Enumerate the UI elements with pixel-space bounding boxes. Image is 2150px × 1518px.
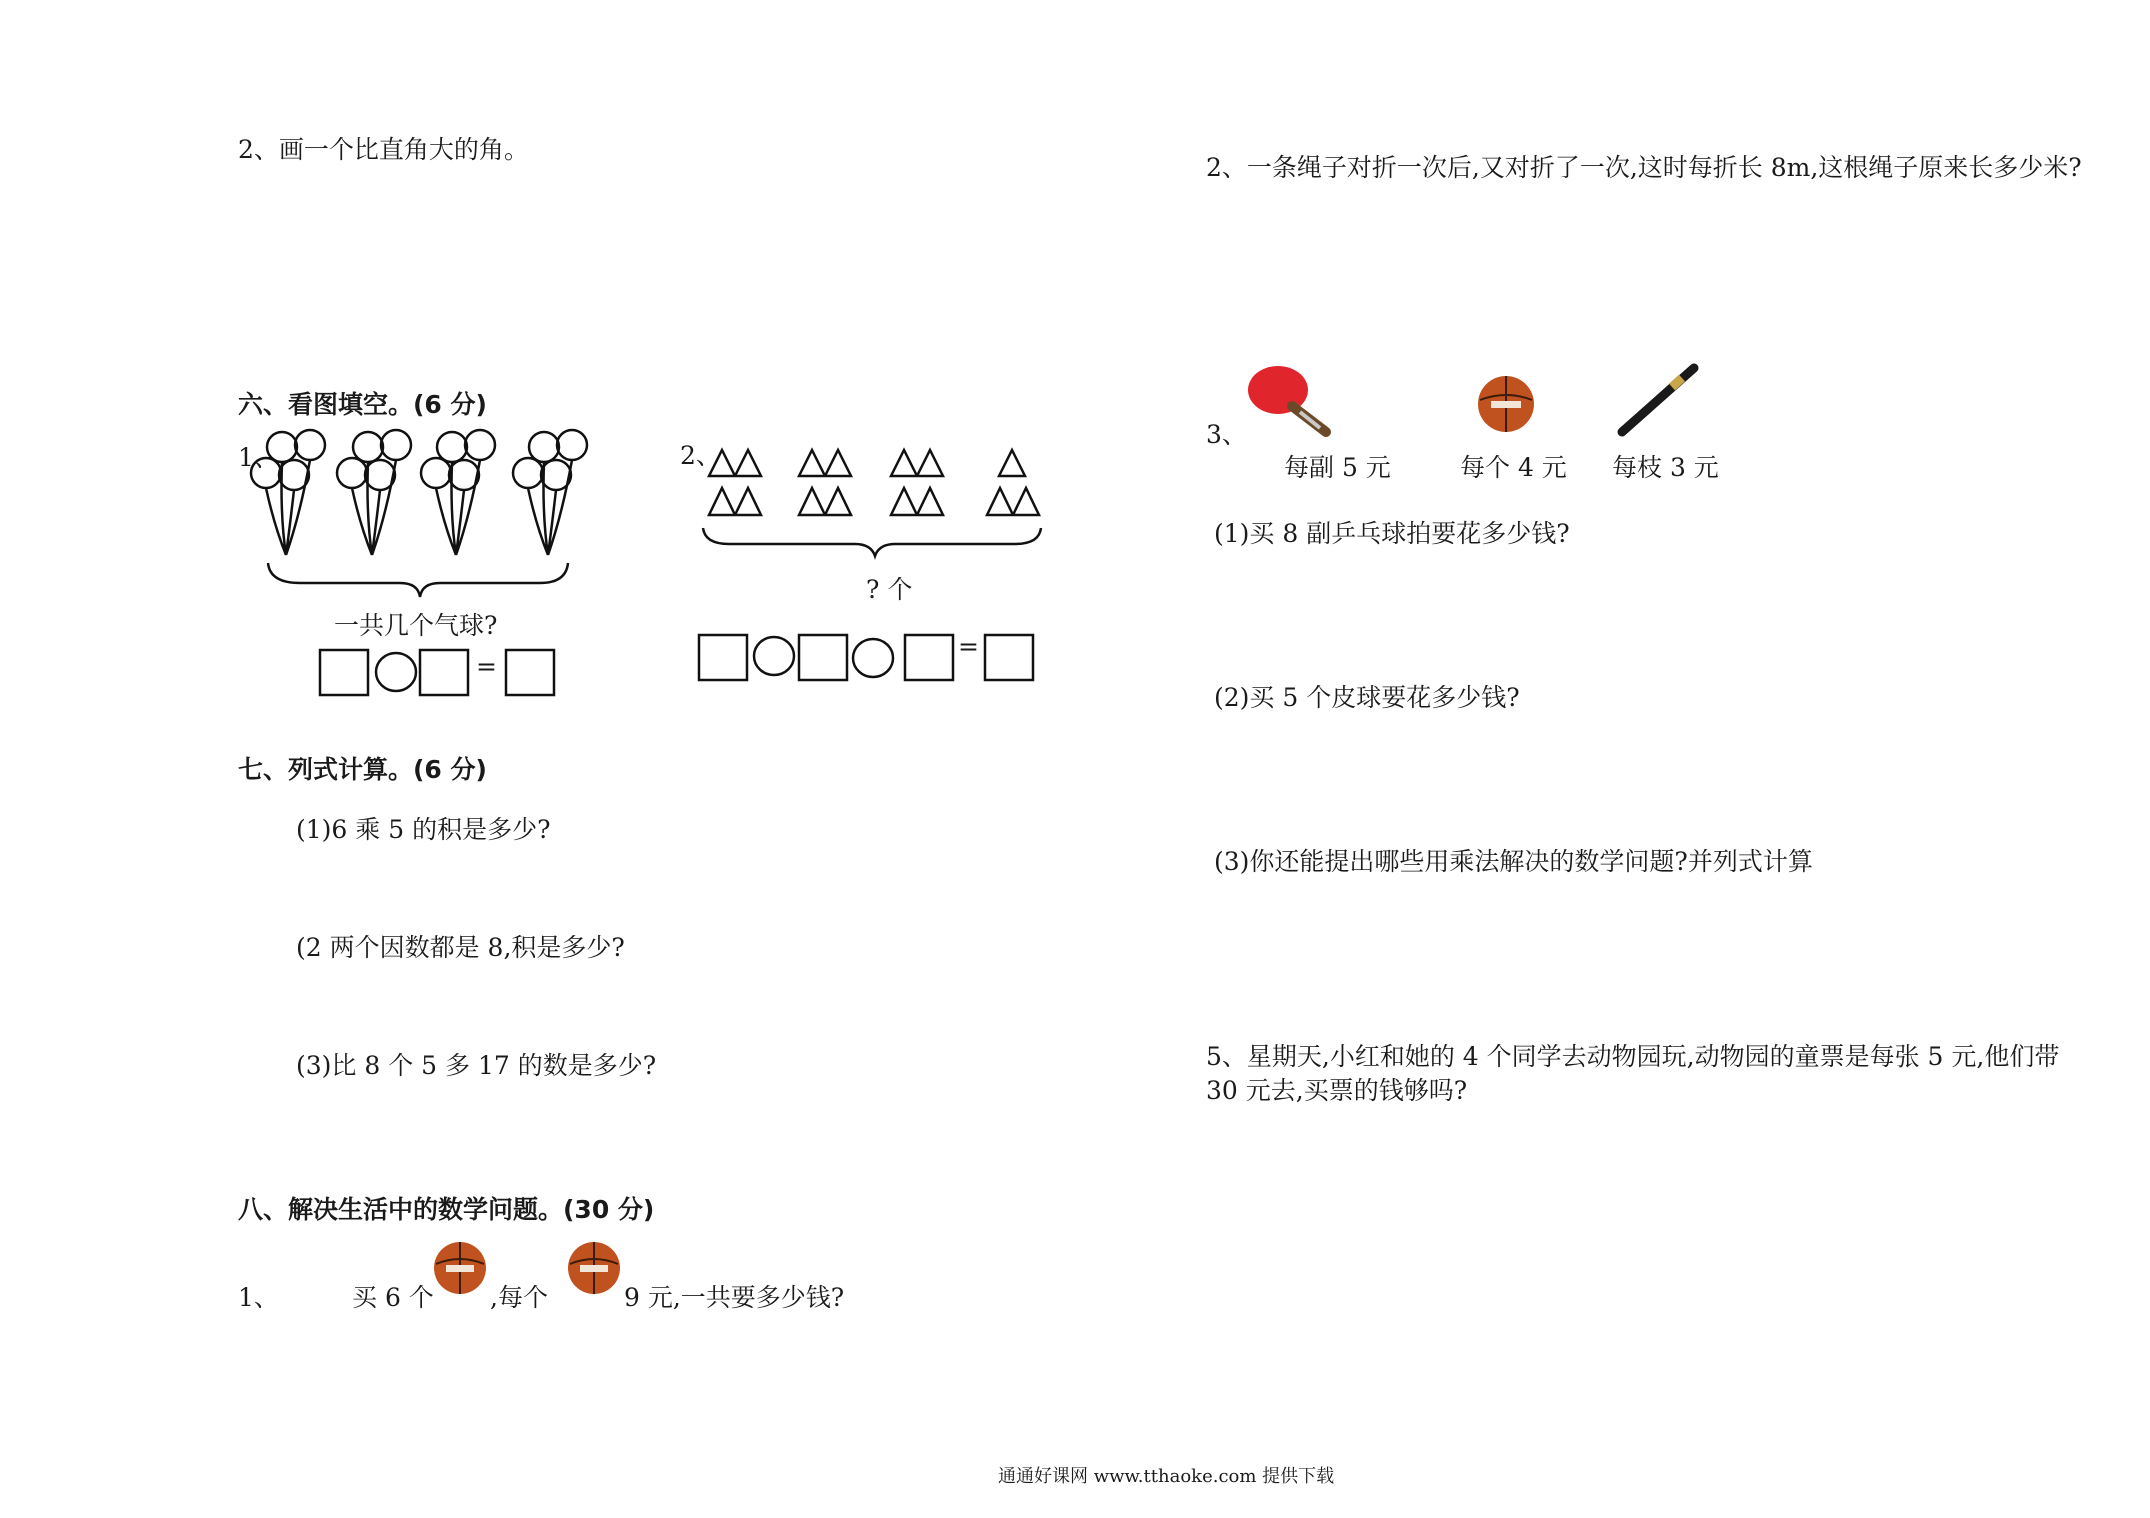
triangle-icon — [987, 450, 1039, 515]
question-3-sub-3: (3)你还能提出哪些用乘法解决的数学问题?并列式计算 — [1214, 847, 1813, 876]
section-7-item-1: (1)6 乘 5 的积是多少? — [296, 815, 551, 844]
section-6-title: 六、看图填空。(6 分) — [238, 390, 487, 419]
question-3-sub-1: (1)买 8 副乒乓球拍要花多少钱? — [1214, 519, 1570, 548]
section-6-item2-number: 2、 — [680, 441, 721, 470]
triangle-icon — [709, 450, 761, 515]
triangles-figure — [695, 440, 1075, 690]
question-3-sub-2: (2)买 5 个皮球要花多少钱? — [1214, 683, 1520, 712]
operator-circle — [754, 637, 794, 675]
section-7-item-2: (2 两个因数都是 8,积是多少? — [296, 933, 625, 962]
section-8-q1-text-1: 买 6 个 — [352, 1283, 434, 1312]
answer-box — [985, 635, 1033, 680]
operator-circle — [853, 639, 893, 677]
basketball-icon — [1476, 374, 1536, 434]
section-8-q1-number: 1、 — [238, 1283, 279, 1312]
balloon-icon — [421, 430, 495, 555]
price-ball: 每个 4 元 — [1460, 453, 1567, 482]
balloons-figure — [240, 425, 600, 705]
footer-source: 通通好课网 www.tthaoke.com 提供下载 — [998, 1466, 1335, 1487]
ping-pong-paddle-icon — [1244, 362, 1334, 438]
question-3-number: 3、 — [1206, 420, 1247, 449]
answer-box — [320, 650, 368, 695]
answer-box — [799, 635, 847, 680]
price-paddle: 每副 5 元 — [1284, 453, 1391, 482]
section-8-q1-text-3: 9 元,一共要多少钱? — [624, 1283, 845, 1312]
equal-sign: = — [958, 632, 979, 661]
operator-circle — [376, 653, 416, 691]
balloon-icon — [337, 430, 411, 555]
question-rope: 2、一条绳子对折一次后,又对折了一次,这时每折长 8m,这根绳子原来长多少米? — [1206, 153, 2082, 182]
basketball-icon — [566, 1240, 622, 1296]
brace — [703, 528, 1041, 556]
answer-box — [506, 650, 554, 695]
answer-box — [905, 635, 953, 680]
section-7-item-3: (3)比 8 个 5 多 17 的数是多少? — [296, 1051, 657, 1080]
section-8-q1-text-2: ,每个 — [490, 1283, 548, 1312]
price-pen: 每枝 3 元 — [1612, 453, 1719, 482]
equal-sign: = — [476, 652, 497, 681]
question-draw-angle: 2、画一个比直角大的角。 — [238, 135, 529, 164]
answer-box — [699, 635, 747, 680]
balloons-caption: 一共几个气球? — [334, 611, 498, 640]
brace — [268, 563, 568, 597]
answer-box — [420, 650, 468, 695]
triangle-icon — [891, 450, 943, 515]
basketball-icon — [432, 1240, 488, 1296]
balloon-icon — [513, 430, 587, 555]
question-5: 5、星期天,小红和她的 4 个同学去动物园玩,动物园的童票是每张 5 元,他们带 30 元去,买票的钱够吗? — [1206, 1042, 2060, 1105]
section-8-title: 八、解决生活中的数学问题。(30 分) — [238, 1195, 655, 1224]
section-7-title: 七、列式计算。(6 分) — [238, 755, 487, 784]
balloon-icon — [251, 430, 325, 555]
section-6-item1-number: 1、 — [238, 443, 279, 472]
triangle-icon — [799, 450, 851, 515]
pen-icon — [1612, 360, 1702, 440]
triangles-caption: ? 个 — [866, 575, 913, 604]
